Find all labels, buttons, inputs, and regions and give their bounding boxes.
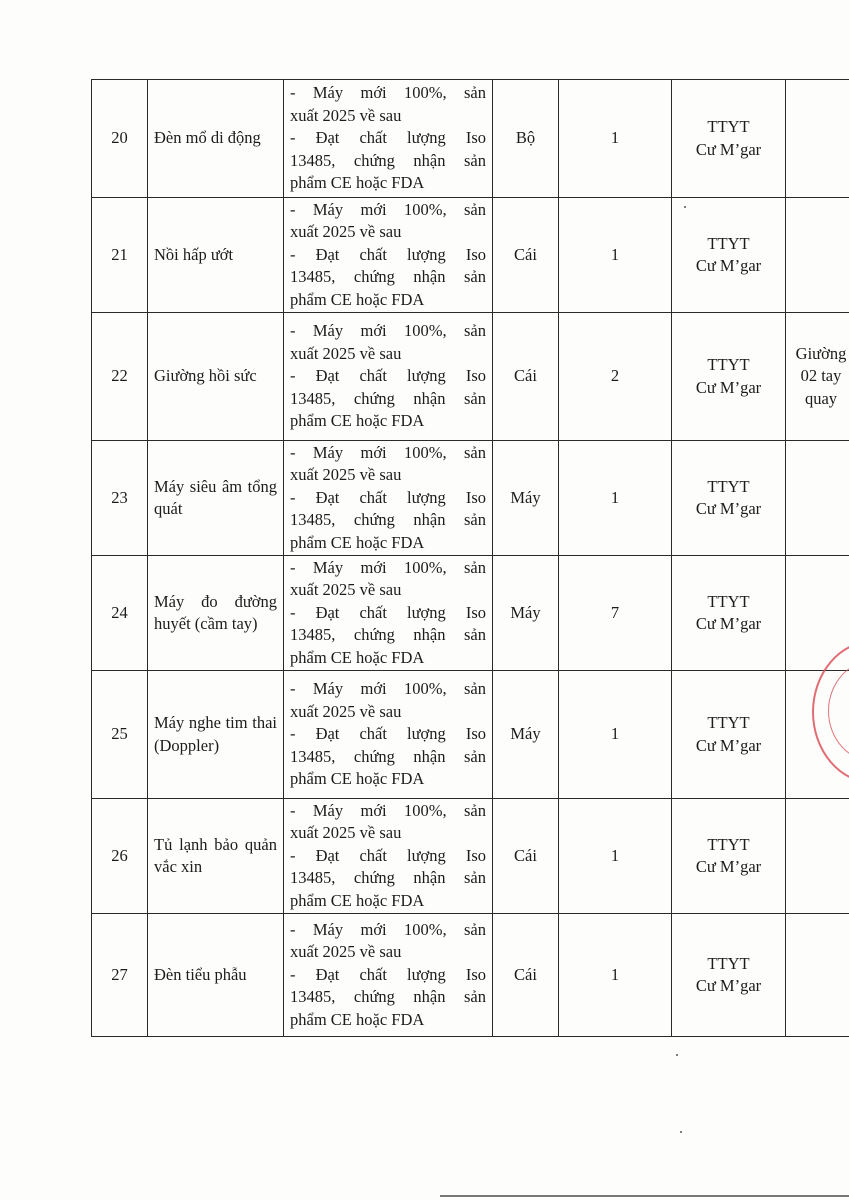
table-row xyxy=(92,914,849,1037)
spec-line: phẩm CE hoặc FDA xyxy=(290,1009,425,1029)
spec-line: phẩm CE hoặc FDA xyxy=(290,769,425,789)
spec-line: phẩm CE hoặc FDA xyxy=(290,890,425,910)
location-line: Cư M’gar xyxy=(695,377,762,397)
location xyxy=(672,198,786,313)
page-bottom-rule xyxy=(440,1195,849,1197)
location xyxy=(672,671,786,799)
spec-line: - Máy mới 100%, sản xyxy=(290,321,486,341)
spec-line: phẩm CE hoặc FDA xyxy=(290,173,425,193)
spec-line: xuất 2025 về sau xyxy=(290,942,402,962)
technical-spec xyxy=(284,441,493,556)
location-line: Cư M’gar xyxy=(695,735,762,755)
location-line: Cư M’gar xyxy=(695,139,762,159)
technical-spec xyxy=(284,198,493,313)
location xyxy=(672,80,786,198)
location-line: TTYT xyxy=(707,953,750,973)
spec-line: - Đạt chất lượng Iso xyxy=(290,724,486,744)
equipment-name: Đèn tiểu phẫu xyxy=(148,914,284,1037)
spec-line: - Đạt chất lượng Iso xyxy=(290,128,486,148)
location xyxy=(672,799,786,914)
spec-line: 13485, chứng nhận sản xyxy=(290,150,486,170)
table-row xyxy=(92,799,849,914)
technical-spec xyxy=(284,313,493,441)
row-number: 26 xyxy=(92,799,148,914)
equipment-name: Nồi hấp ướt xyxy=(148,198,284,313)
equipment-name: Đèn mổ di động xyxy=(148,80,284,198)
spec-line: - Máy mới 100%, sản xyxy=(290,557,486,577)
equipment-name: Tủ lạnh bảo quản vắc xin xyxy=(148,799,284,914)
spec-line: xuất 2025 về sau xyxy=(290,465,402,485)
technical-spec xyxy=(284,671,493,799)
row-number: 23 xyxy=(92,441,148,556)
location-line: TTYT xyxy=(707,117,750,137)
spec-line: 13485, chứng nhận sản xyxy=(290,746,486,766)
scan-speck xyxy=(676,1054,678,1056)
row-number: 24 xyxy=(92,556,148,671)
spec-line: 13485, chứng nhận sản xyxy=(290,625,486,645)
table-row xyxy=(92,441,849,556)
row-number: 21 xyxy=(92,198,148,313)
spec-line: - Đạt chất lượng Iso xyxy=(290,964,486,984)
unit: Máy xyxy=(493,671,559,799)
note xyxy=(786,799,849,914)
technical-spec xyxy=(284,80,493,198)
equipment-table xyxy=(91,79,849,1037)
note: Giường 02 tay quay xyxy=(786,313,849,441)
location-line: TTYT xyxy=(707,476,750,496)
spec-line: 13485, chứng nhận sản xyxy=(290,267,486,287)
row-number: 22 xyxy=(92,313,148,441)
spec-line: - Máy mới 100%, sản xyxy=(290,679,486,699)
unit: Máy xyxy=(493,441,559,556)
unit: Cái xyxy=(493,799,559,914)
equipment-name: Máy đo đường huyết (cầm tay) xyxy=(148,556,284,671)
quantity: 1 xyxy=(559,198,672,313)
scan-speck xyxy=(684,206,686,208)
location-line: TTYT xyxy=(707,591,750,611)
quantity: 1 xyxy=(559,671,672,799)
table-row xyxy=(92,313,849,441)
location-line: Cư M’gar xyxy=(695,499,762,518)
spec-line: - Đạt chất lượng Iso xyxy=(290,244,486,264)
location xyxy=(672,914,786,1037)
location-line: Cư M’gar xyxy=(695,857,762,876)
spec-line: - Đạt chất lượng Iso xyxy=(290,366,486,386)
table-row xyxy=(92,671,849,799)
location-line: Cư M’gar xyxy=(695,614,762,633)
spec-line: xuất 2025 về sau xyxy=(290,701,402,721)
spec-line: xuất 2025 về sau xyxy=(290,105,402,125)
location xyxy=(672,313,786,441)
spec-line: phẩm CE hoặc FDA xyxy=(290,647,425,667)
spec-line: - Đạt chất lượng Iso xyxy=(290,487,486,507)
note xyxy=(786,80,849,198)
row-number: 25 xyxy=(92,671,148,799)
spec-line: 13485, chứng nhận sản xyxy=(290,388,486,408)
spec-line: xuất 2025 về sau xyxy=(290,580,402,600)
location-line: TTYT xyxy=(707,233,750,253)
note xyxy=(786,198,849,313)
unit: Cái xyxy=(493,313,559,441)
equipment-name: Máy nghe tim thai (Doppler) xyxy=(148,671,284,799)
equipment-name: Máy siêu âm tổng quát xyxy=(148,441,284,556)
technical-spec xyxy=(284,799,493,914)
spec-line: phẩm CE hoặc FDA xyxy=(290,532,425,552)
technical-spec xyxy=(284,914,493,1037)
spec-line: phẩm CE hoặc FDA xyxy=(290,289,425,309)
note xyxy=(786,914,849,1037)
spec-line: - Máy mới 100%, sản xyxy=(290,919,486,939)
spec-line: xuất 2025 về sau xyxy=(290,823,402,843)
spec-line: 13485, chứng nhận sản xyxy=(290,868,486,888)
note xyxy=(786,441,849,556)
spec-line: - Máy mới 100%, sản xyxy=(290,800,486,820)
unit: Cái xyxy=(493,914,559,1037)
unit: Bộ xyxy=(493,80,559,198)
location xyxy=(672,556,786,671)
table-row xyxy=(92,198,849,313)
equipment-name: Giường hồi sức xyxy=(148,313,284,441)
location-line: TTYT xyxy=(707,355,750,375)
quantity: 1 xyxy=(559,441,672,556)
table-row xyxy=(92,80,849,198)
location-line: Cư M’gar xyxy=(695,256,762,275)
spec-line: - Máy mới 100%, sản xyxy=(290,83,486,103)
location-line: TTYT xyxy=(707,713,750,733)
row-number: 20 xyxy=(92,80,148,198)
spec-line: - Máy mới 100%, sản xyxy=(290,199,486,219)
spec-line: - Đạt chất lượng Iso xyxy=(290,602,486,622)
spec-line: - Máy mới 100%, sản xyxy=(290,442,486,462)
location-line: TTYT xyxy=(707,834,750,854)
spec-line: xuất 2025 về sau xyxy=(290,222,402,242)
row-number: 27 xyxy=(92,914,148,1037)
unit: Cái xyxy=(493,198,559,313)
quantity: 1 xyxy=(559,80,672,198)
spec-line: 13485, chứng nhận sản xyxy=(290,987,486,1007)
scan-speck xyxy=(680,1131,682,1133)
quantity: 7 xyxy=(559,556,672,671)
table-row xyxy=(92,556,849,671)
quantity: 1 xyxy=(559,914,672,1037)
location xyxy=(672,441,786,556)
equipment-table-body xyxy=(92,80,849,1037)
spec-line: 13485, chứng nhận sản xyxy=(290,510,486,530)
location-line: Cư M’gar xyxy=(695,976,762,995)
quantity: 2 xyxy=(559,313,672,441)
spec-line: phẩm CE hoặc FDA xyxy=(290,411,425,431)
unit: Máy xyxy=(493,556,559,671)
spec-line: - Đạt chất lượng Iso xyxy=(290,845,486,865)
quantity: 1 xyxy=(559,799,672,914)
spec-line: xuất 2025 về sau xyxy=(290,343,402,363)
technical-spec xyxy=(284,556,493,671)
